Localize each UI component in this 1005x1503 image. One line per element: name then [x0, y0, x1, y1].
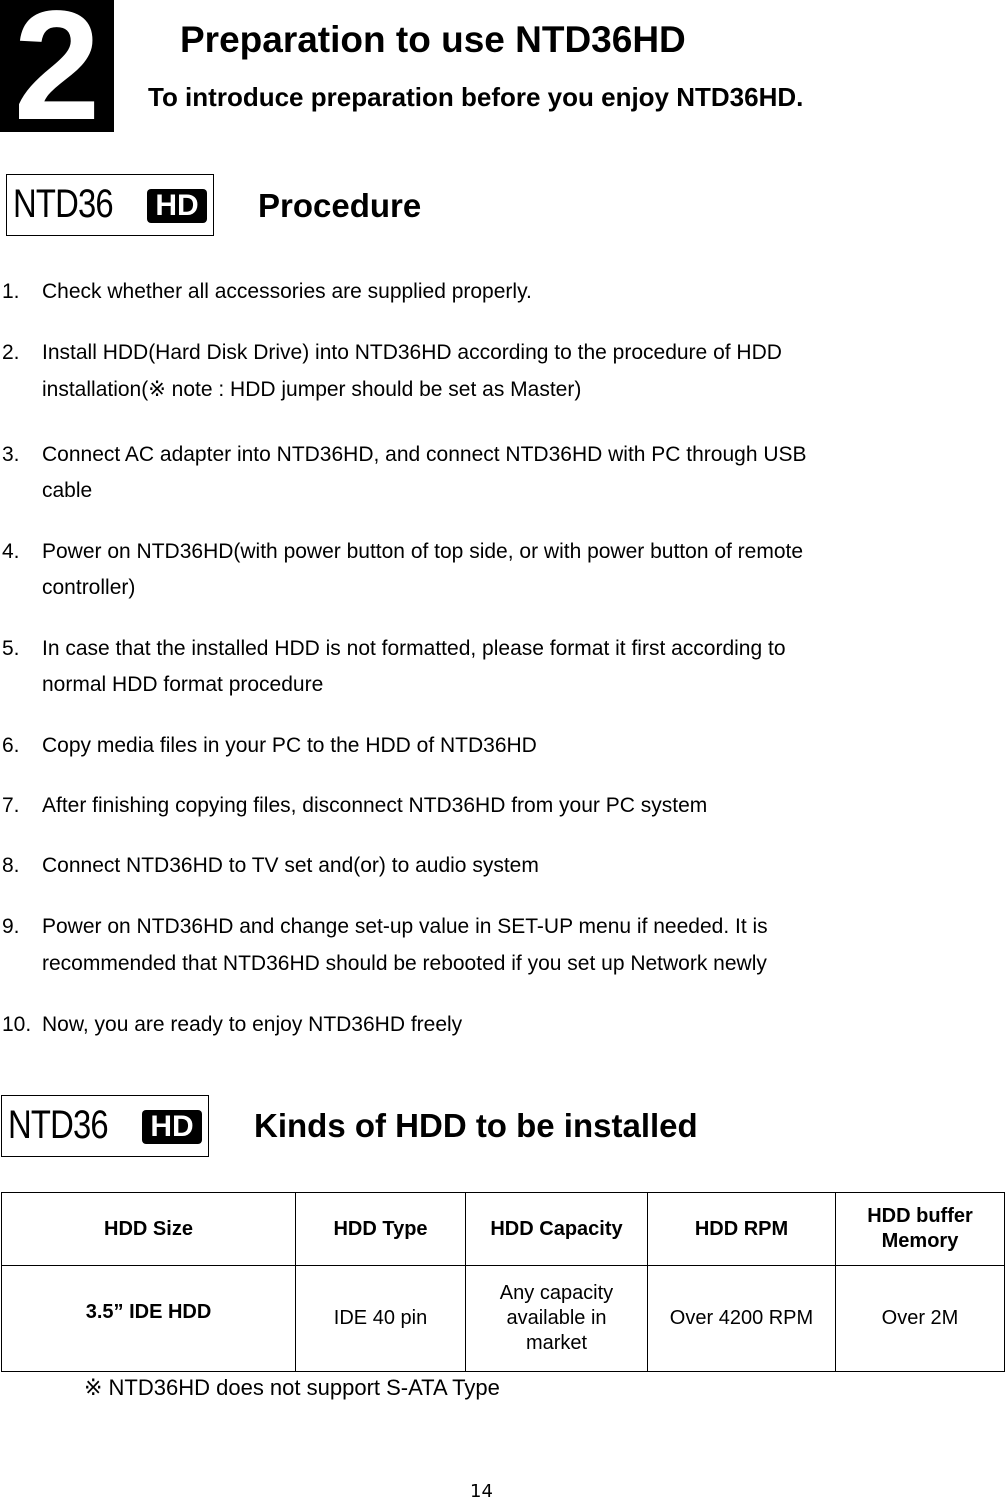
step-number: 4. — [2, 540, 20, 563]
logo-hd-badge: HD — [142, 1110, 202, 1144]
ntd36hd-logo — [1, 1095, 209, 1157]
chapter-number-badge — [0, 0, 114, 153]
step-text: Check whether all accessories are supplied properly. — [42, 280, 532, 303]
step-number: 2. — [2, 341, 20, 364]
step-text-line1: Power on NTD36HD(with power button of top side, or with power button of remote — [42, 540, 804, 563]
step-text: Copy media files in your PC to the HDD of NTD36HD — [42, 734, 537, 757]
step-number: 3. — [2, 443, 20, 466]
step-text: Connect NTD36HD to TV set and(or) to audio system — [42, 854, 539, 877]
ntd36hd-logo — [6, 174, 214, 236]
logo-text: NTD36 — [13, 182, 113, 226]
procedure-heading: Procedure — [258, 187, 422, 224]
step-number: 7. — [2, 794, 20, 817]
table-header-cell: HDD buffer Memory — [836, 1193, 1005, 1266]
step-number: 1. — [2, 280, 20, 303]
step-text: Now, you are ready to enjoy NTD36HD freely — [42, 1013, 463, 1036]
table-cell: 3.5” IDE HDD — [2, 1266, 296, 1372]
table-row — [2, 1266, 1005, 1372]
step-text-line1: Install HDD(Hard Disk Drive) into NTD36HD according to the procedure of HDD — [42, 341, 782, 364]
step-text-line2: recommended that NTD36HD should be rebooted if you set up Network newly — [42, 952, 767, 975]
table-header-cell: HDD RPM — [648, 1193, 836, 1266]
step-text-line2: cable — [42, 479, 93, 502]
step-text-line1: In case that the installed HDD is not formatted, please format it first according to — [42, 637, 786, 660]
step-text-line2: normal HDD format procedure — [42, 673, 324, 696]
step-text: After finishing copying files, disconnect NTD36HD from your PC system — [42, 794, 708, 817]
page-subtitle: To introduce preparation before you enjoy NTD36HD. — [148, 82, 804, 112]
step-number: 9. — [2, 915, 20, 938]
table-cell: Over 2M — [836, 1266, 1005, 1372]
page-number: 14 — [470, 1481, 493, 1502]
table-header-row — [2, 1193, 1005, 1266]
step-number: 10. — [2, 1013, 32, 1036]
table-header-cell: HDD Size — [2, 1193, 296, 1266]
hdd-spec-table — [1, 1192, 1005, 1372]
chapter-number: 2 — [13, 0, 101, 153]
table-cell: Any capacity available in market — [466, 1266, 648, 1372]
step-number: 8. — [2, 854, 20, 877]
table-header-cell: HDD Capacity — [466, 1193, 648, 1266]
table-cell: IDE 40 pin — [296, 1266, 466, 1372]
kinds-heading: Kinds of HDD to be installed — [254, 1107, 698, 1144]
logo-text: NTD36 — [8, 1103, 108, 1147]
step-number: 5. — [2, 637, 20, 660]
table-cell: Over 4200 RPM — [648, 1266, 836, 1372]
logo-hd-badge: HD — [147, 189, 207, 223]
sata-note: ※ NTD36HD does not support S-ATA Type — [84, 1375, 500, 1400]
step-number: 6. — [2, 734, 20, 757]
table-header-cell: HDD Type — [296, 1193, 466, 1266]
page-title: Preparation to use NTD36HD — [180, 19, 686, 60]
step-text-line1: Power on NTD36HD and change set-up value in SET-UP menu if needed. It is — [42, 915, 768, 938]
step-text-line2: installation(※ note : HDD jumper should be set as Master) — [42, 378, 582, 401]
step-text-line2: controller) — [42, 576, 136, 599]
step-text-line1: Connect AC adapter into NTD36HD, and connect NTD36HD with PC through USB — [42, 443, 807, 466]
